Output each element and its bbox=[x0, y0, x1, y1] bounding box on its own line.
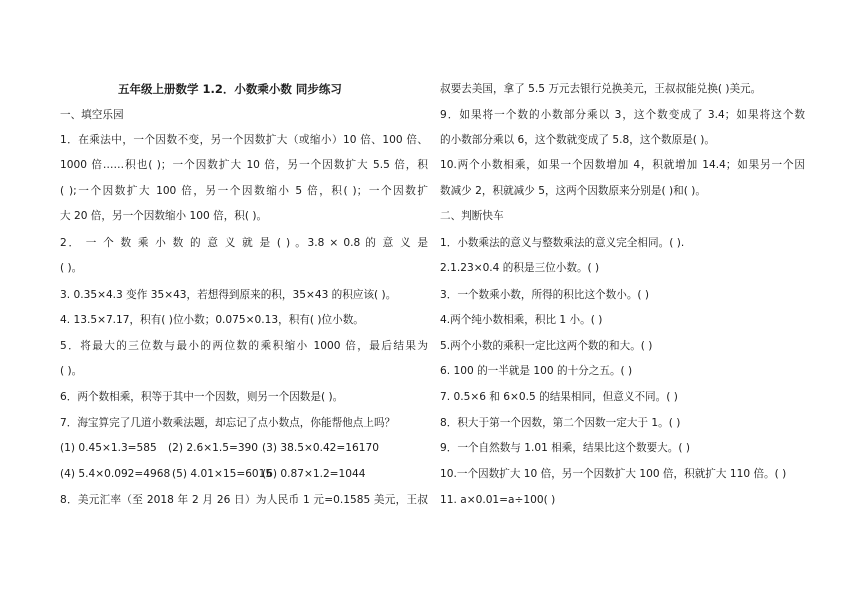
q7-item-2: (2) 2.6×1.5=390 bbox=[168, 442, 259, 454]
q6: 6．两个数相乘，积等于其中一个因数，则另一个因数是( )。 bbox=[60, 391, 344, 403]
q7-item-4: (4) 5.4×0.092=4968 bbox=[60, 468, 171, 480]
q7-item-6: (6) 0.87×1.2=1044 bbox=[262, 468, 366, 480]
judge-item-2: 2.1.23×0.4 的积是三位小数。( ) bbox=[440, 262, 600, 274]
q1-line-4: 大 20 倍，另一个因数缩小 100 倍，积( )。 bbox=[60, 210, 268, 222]
judge-item-9: 9．一个自然数与 1.01 相乘，结果比这个数要大。( ) bbox=[440, 442, 690, 454]
q1-line-1: 1．在乘法中，一个因数不变，另一个因数扩大（或缩小）10 倍、100 倍、 bbox=[60, 134, 428, 146]
q4: 4. 13.5×7.17，积有( )位小数；0.075×0.13，积有( )位小数。 bbox=[60, 314, 364, 326]
q8-line-2: 叔要去美国，拿了 5.5 万元去银行兑换美元，王叔叔能兑换( )美元。 bbox=[440, 83, 762, 95]
judge-item-1: 1．小数乘法的意义与整数乘法的意义完全相同。( ). bbox=[440, 237, 685, 249]
q7-item-1: (1) 0.45×1.3=585 bbox=[60, 442, 157, 454]
page-title: 五年级上册数学 1.2．小数乘小数 同步练习 bbox=[118, 82, 342, 96]
q9-line-2: 的小数部分乘以 6，这个数就变成了 5.8，这个数原是( )。 bbox=[440, 134, 716, 146]
q5-line-2: ( )。 bbox=[60, 365, 83, 377]
judge-item-4: 4.两个纯小数相乘，积比 1 小。( ) bbox=[440, 314, 603, 326]
judge-item-8: 8．积大于第一个因数，第二个因数一定大于 1。( ) bbox=[440, 417, 681, 429]
judge-item-3: 3．一个数乘小数，所得的积比这个数小。( ) bbox=[440, 289, 650, 301]
q2-line-1: 2． 一 个 数 乘 小 数 的 意 义 就 是 ( ) 。3.8 × 0.8 的 意 义 是 bbox=[60, 237, 428, 249]
section-heading-fill: 一、填空乐园 bbox=[60, 109, 124, 121]
judge-item-11: 11. a×0.01=a÷100( ) bbox=[440, 494, 556, 506]
q10-line-2: 数减少 2，积就减少 5，这两个因数原来分别是( )和( )。 bbox=[440, 185, 706, 197]
q3: 3. 0.35×4.3 变作 35×43，若想得到原来的积，35×43 的积应该( )。 bbox=[60, 289, 397, 301]
judge-item-7: 7. 0.5×6 和 6×0.5 的结果相同，但意义不同。( ) bbox=[440, 391, 678, 403]
q7: 7．海宝算完了几道小数乘法题，却忘记了点小数点，你能帮他点上吗？ bbox=[60, 417, 396, 429]
q5-line-1: 5．将最大的三位数与最小的两位数的乘积缩小 1000 倍，最后结果为 bbox=[60, 340, 428, 352]
q10-line-1: 10.两个小数相乘，如果一个因数增加 4，积就增加 14.4；如果另一个因 bbox=[440, 159, 805, 171]
q1-line-3: ( );一个因数扩大 100 倍，另一个因数缩小 5 倍，积( )；一个因数扩 bbox=[60, 185, 428, 197]
judge-item-5: 5.两个小数的乘积一定比这两个数的和大。( ) bbox=[440, 340, 653, 352]
q2-line-2: ( )。 bbox=[60, 262, 83, 274]
q8-line-1: 8．美元汇率（至 2018 年 2 月 26 日）为人民币 1 元=0.1585 美元，王叔 bbox=[60, 494, 428, 506]
judge-item-6: 6. 100 的一半就是 100 的十分之五。( ) bbox=[440, 365, 633, 377]
q7-item-5: (5) 4.01×15=6015 bbox=[172, 468, 273, 480]
section-heading-judge: 二、判断快车 bbox=[440, 210, 504, 222]
q7-item-3: (3) 38.5×0.42=16170 bbox=[262, 442, 380, 454]
judge-item-10: 10.一个因数扩大 10 倍，另一个因数扩大 100 倍，积就扩大 110 倍。( ) bbox=[440, 468, 787, 480]
q9-line-1: 9．如果将一个数的小数部分乘以 3，这个数变成了 3.4；如果将这个数 bbox=[440, 109, 805, 121]
q1-line-2: 1000 倍……积也( )；一个因数扩大 10 倍，另一个因数扩大 5.5 倍，积 bbox=[60, 159, 428, 171]
